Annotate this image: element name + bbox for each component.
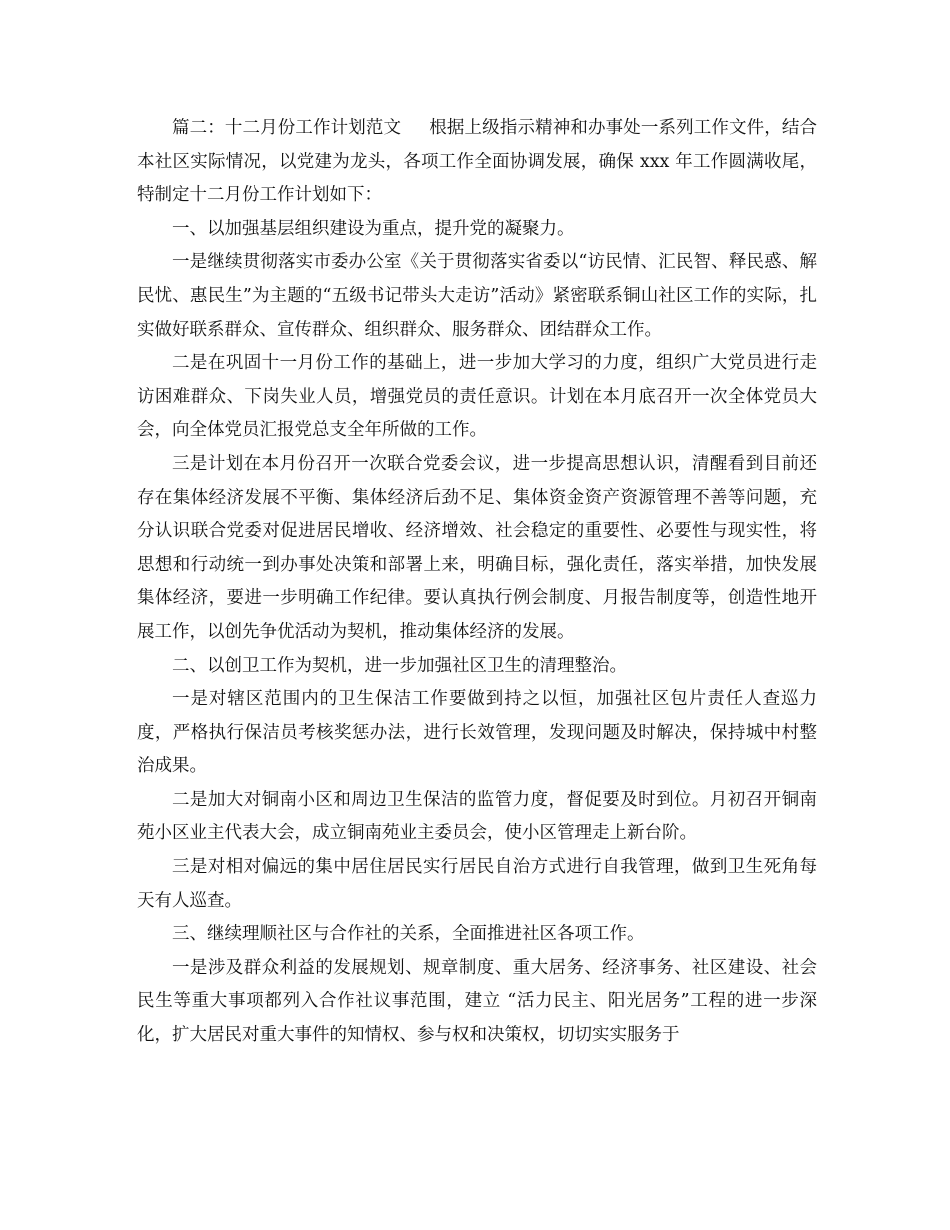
section-heading-2: 二、以创卫工作为契机，进一步加强社区卫生的清理整治。 (172, 655, 627, 676)
document-title: 篇二：十二月份工作计划范文 (172, 118, 402, 138)
document-body (137, 112, 817, 1053)
body-paragraph: 一是涉及群众利益的发展规划、规章制度、重大居务、经济事务、社区建设、社会民生等重大事项都列入合作社议事范围，建立 “活力民主、阳光居务”工程的进一步深化，扩大居民对重大事件的知情权、参与权和决策权，切切实实服务于 (137, 957, 817, 1046)
section-heading-1: 一、以加强基层组织建设为重点，提升党的凝聚力。 (172, 218, 575, 239)
body-paragraph: 三是计划在本月份召开一次联合党委会议，进一步提高思想认识，清醒看到目前还存在集体经济发展不平衡、集体经济后劲不足、集体资金资产资源管理不善等问题，充分认识联合党委对促进居民增收、经济增效、社会稳定的重要性、必要性与现实性，将思想和行动统一到办事处决策和部署上来，明确目标，强化责任，落实举措，加快发展集体经济，要进一步明确工作纪律。要认真执行例会制度、月报告制度等，创造性地开展工作，以创先争优活动为契机，推动集体经济的发展。 (137, 453, 817, 642)
intro-paragraph (137, 112, 817, 213)
body-paragraph: 二是加大对铜南小区和周边卫生保洁的监管力度，督促要及时到位。月初召开铜南苑小区业主代表大会，成立铜南苑业主委员会，使小区管理走上新台阶。 (137, 789, 817, 844)
body-paragraph: 二是在巩固十一月份工作的基础上，进一步加大学习的力度，组织广大党员进行走访困难群众、下岗失业人员，增强党员的责任意识。计划在本月底召开一次全体党员大会，向全体党员汇报党总支全年所做的工作。 (137, 353, 817, 441)
body-paragraph: 一是对辖区范围内的卫生保洁工作要做到持之以恒，加强社区包片责任人查巡力度，严格执行保洁员考核奖惩办法，进行长效管理，发现问题及时解决，保持城中村整治成果。 (137, 689, 817, 777)
body-paragraph: 三是对相对偏远的集中居住居民实行居民自治方式进行自我管理，做到卫生死角每天有人巡查。 (137, 857, 817, 911)
intro-text: 根据上级指示精神和办事处一系列工作文件，结合本社区实际情况，以党建为龙头，各项工作全面协调发展，确保 xxx 年工作圆满收尾，特制定十二月份工作计划如下： (137, 118, 817, 206)
section-heading-3: 三、继续理顺社区与合作社的关系，全面推进社区各项工作。 (172, 924, 645, 945)
body-paragraph: 一是继续贯彻落实市委办公室《关于贯彻落实省委以“访民情、汇民智、释民惑、解民忧、惠民生”为主题的“五级书记带头大走访”活动》紧密联系铜山社区工作的实际，扎实做好联系群众、宣传群众、组织群众、服务群众、团结群众工作。 (137, 252, 817, 340)
